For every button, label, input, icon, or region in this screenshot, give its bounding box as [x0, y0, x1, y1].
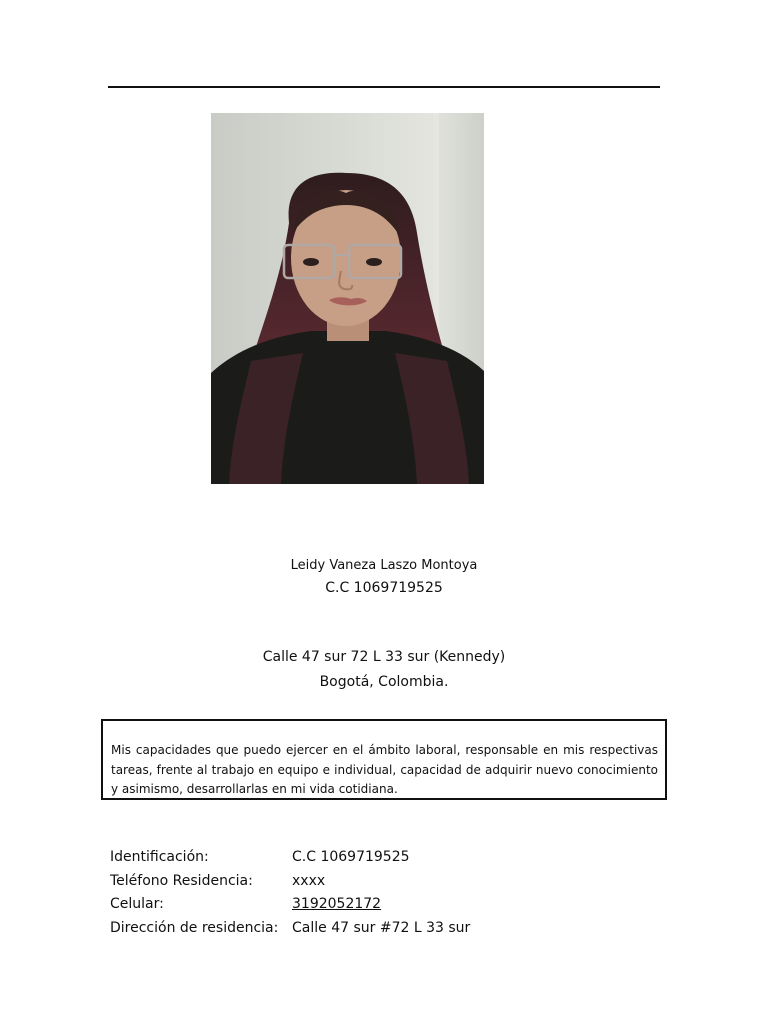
profile-summary-box: [101, 719, 667, 800]
profile-photo: [211, 113, 484, 484]
info-value: xxxx: [292, 872, 326, 889]
info-label: Teléfono Residencia:: [110, 872, 253, 889]
info-label: Identificación:: [110, 849, 209, 865]
info-label: Celular:: [110, 896, 164, 912]
info-value: Calle 47 sur #72 L 33 sur: [292, 919, 471, 936]
person-name: Leidy Vaneza Laszo Montoya: [290, 558, 478, 573]
address-line-1: Calle 47 sur 72 L 33 sur (Kennedy): [262, 649, 506, 665]
info-value: C.C 1069719525: [292, 849, 410, 865]
person-id-number: C.C 1069719525: [325, 580, 443, 596]
address-line-2: Bogotá, Colombia.: [319, 674, 449, 690]
info-row-telefono: [110, 870, 470, 894]
info-row-direccion: [110, 917, 470, 941]
personal-info-table: [110, 846, 470, 940]
info-label: Dirección de residencia:: [110, 919, 279, 936]
info-row-identificacion: [110, 846, 470, 870]
profile-summary-text: Mis capacidades que puedo ejercer en el ámbito laboral, responsable en mis respectivas tareas, frente al trabajo en equipo e individual, capacidad de adquirir nuevo conocimiento y asimismo, desarrollarlas en mi vida cotidiana.: [111, 743, 658, 796]
phone-link[interactable]: 3192052172: [292, 896, 382, 912]
info-row-celular: [110, 893, 470, 917]
top-horizontal-rule: [108, 86, 660, 88]
